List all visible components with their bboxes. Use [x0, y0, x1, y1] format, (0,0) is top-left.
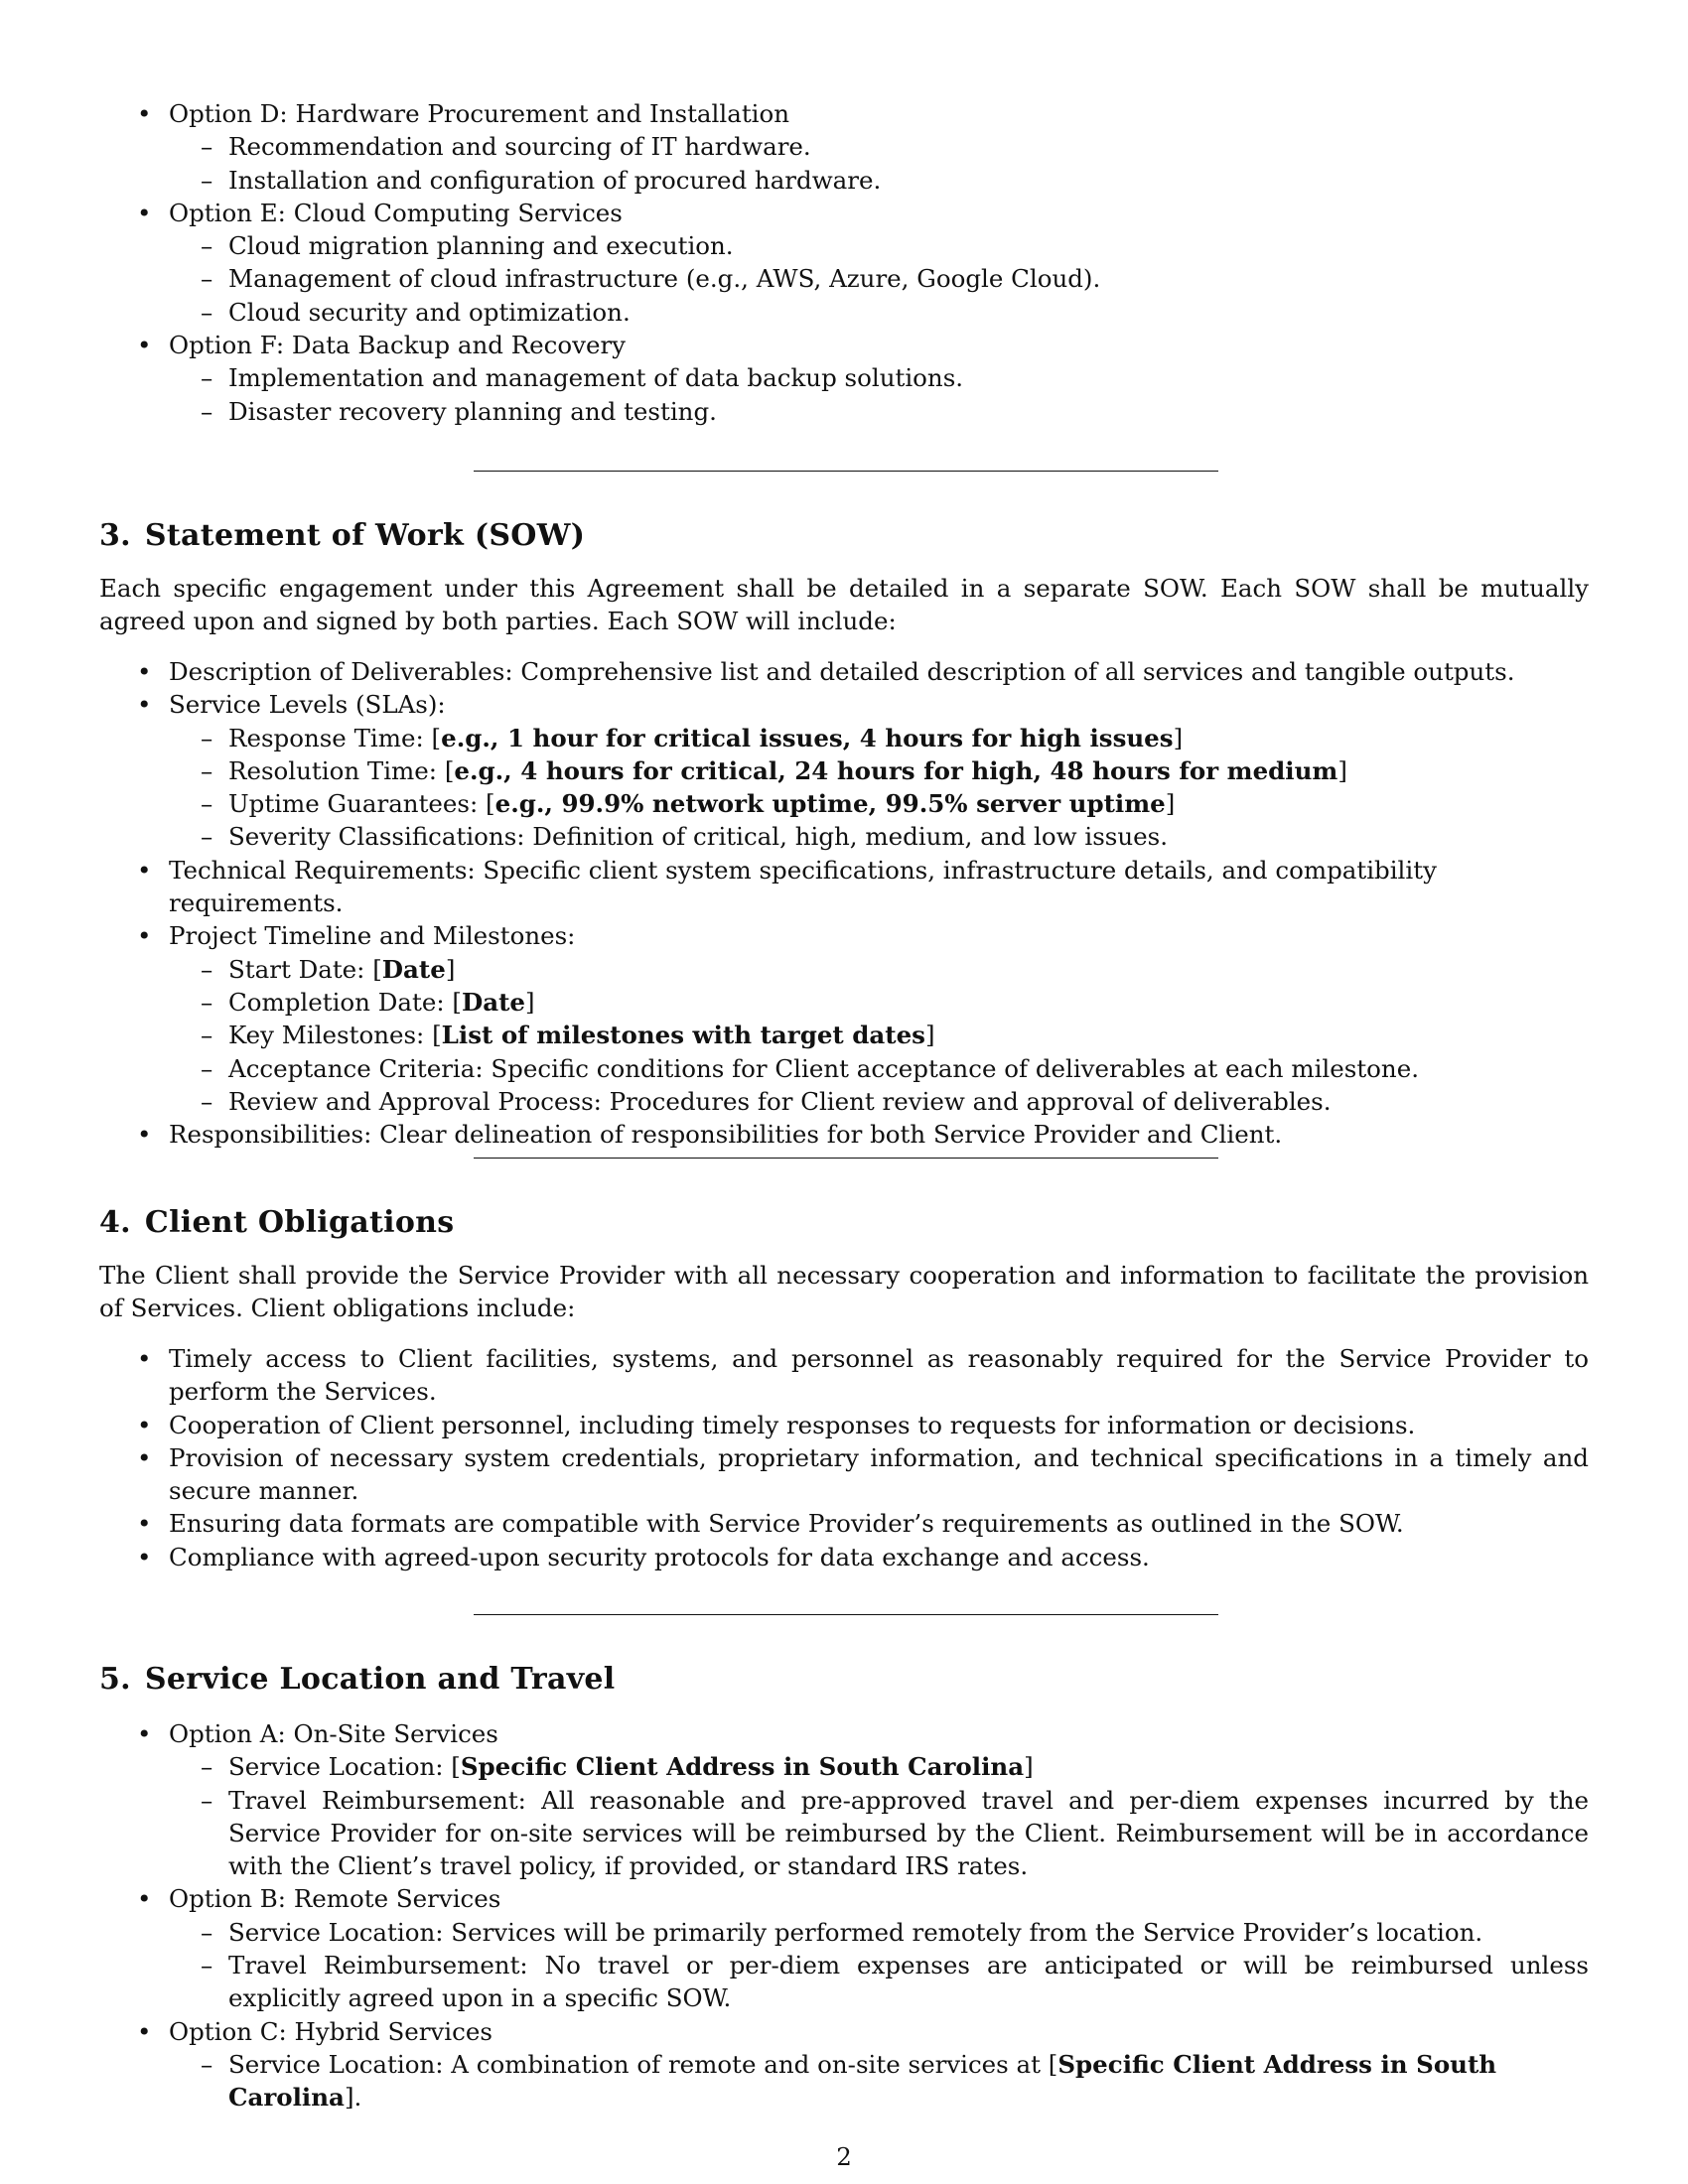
section-divider — [474, 471, 1218, 472]
service-options-list — [99, 97, 1589, 428]
list-item: • Responsibilities: Clear delineation of responsibilities for both Service Provider and Client. — [99, 1118, 1589, 1151]
list-item: • Project Timeline and Milestones: – Start Date: [Date] – Completion Date: [Date] – Key Milestones: [List of milestones with target dates] – Acceptance Criteria: Specific conditions for Client acceptance of deliverables at each milestone. – Review and Approval Process: Procedures for Client review and approval of deliverables. — [99, 919, 1589, 1118]
section-heading: 5. Service Location and Travel — [99, 1662, 616, 1697]
list-item: – Cloud security and optimization. — [169, 296, 1589, 329]
list-item: • Option F: Data Backup and Recovery – Implementation and management of data backup solutions. – Disaster recovery planning and testing. — [99, 329, 1589, 428]
list-item: • Option E: Cloud Computing Services – Cloud migration planning and execution. – Management of cloud infrastructure (e.g., AWS, Azure, Google Cloud). – Cloud security and optimization. — [99, 197, 1589, 329]
list-item: • Technical Requirements: Specific client system specifications, infrastructure details, and compatibility requirements. — [99, 854, 1589, 920]
sow-list — [99, 655, 1589, 1151]
list-item: • Cooperation of Client personnel, including timely responses to requests for information or decisions. — [99, 1409, 1589, 1441]
list-item: – Disaster recovery planning and testing. — [169, 395, 1589, 428]
list-item: – Acceptance Criteria: Specific conditions for Client acceptance of deliverables at each milestone. — [169, 1052, 1589, 1085]
service-location-list — [99, 1717, 1589, 2115]
list-item: – Service Location: A combination of remote and on-site services at [Specific Client Address in South Carolina]. — [169, 2048, 1589, 2115]
list-item: – Cloud migration planning and execution. — [169, 229, 1589, 262]
list-item: – Travel Reimbursement: All reasonable and pre-approved travel and per-diem expenses incurred by the Service Provider for on-site services will be reimbursed by the Client. Reimbursement will be in accordance with the Client’s travel policy, if provided, or standard IRS rates. — [169, 1784, 1589, 1883]
list-item: – Installation and configuration of procured hardware. — [169, 164, 1589, 197]
list-item: • Provision of necessary system credentials, proprietary information, and technical specifications in a timely and secure manner. — [99, 1441, 1589, 1508]
list-item: • Option D: Hardware Procurement and Installation – Recommendation and sourcing of IT hardware. – Installation and configuration of procured hardware. — [99, 97, 1589, 197]
list-item: – Implementation and management of data backup solutions. — [169, 361, 1589, 394]
section-heading: 3. Statement of Work (SOW) — [99, 518, 586, 553]
list-item: • Service Levels (SLAs): – Response Time: [e.g., 1 hour for critical issues, 4 hours for high issues] – Resolution Time: [e.g., 4 hours for critical, 24 hours for high, 48 hours for medium] – Uptime Guarantees: [e.g., 99.9% network uptime, 99.5% server uptime] – Severity Classifications: Definition of critical, high, medium, and low issues. — [99, 688, 1589, 853]
list-item: • Compliance with agreed-upon security protocols for data exchange and access. — [99, 1541, 1589, 1573]
list-item: – Travel Reimbursement: No travel or per-diem expenses are anticipated or will be reimbursed unless explicitly agreed upon in a specific SOW. — [169, 1949, 1589, 2015]
list-item: – Start Date: [Date] — [169, 953, 1589, 986]
list-item: • Timely access to Client facilities, systems, and personnel as reasonably required for the Service Provider to perform the Services. — [99, 1342, 1589, 1409]
document-page — [99, 0, 1589, 2184]
list-item: – Service Location: [Specific Client Address in South Carolina] — [169, 1750, 1589, 1783]
list-item: • Ensuring data formats are compatible with Service Provider’s requirements as outlined in the SOW. — [99, 1507, 1589, 1540]
list-item: – Recommendation and sourcing of IT hardware. — [169, 130, 1589, 163]
list-item: – Service Location: Services will be primarily performed remotely from the Service Provider’s location. — [169, 1916, 1589, 1949]
list-item: – Uptime Guarantees: [e.g., 99.9% network uptime, 99.5% server uptime] — [169, 787, 1589, 820]
section-heading: 4. Client Obligations — [99, 1205, 455, 1240]
list-item: – Review and Approval Process: Procedures for Client review and approval of deliverables. — [169, 1085, 1589, 1118]
list-item: – Resolution Time: [e.g., 4 hours for critical, 24 hours for high, 48 hours for medium] — [169, 754, 1589, 787]
page-number: 2 — [836, 2142, 852, 2171]
section-divider — [474, 1158, 1218, 1159]
list-item: – Completion Date: [Date] — [169, 986, 1589, 1019]
list-item: – Response Time: [e.g., 1 hour for critical issues, 4 hours for high issues] — [169, 722, 1589, 754]
list-item: • Option B: Remote Services – Service Location: Services will be primarily performed remotely from the Service Provider’s location. – Travel Reimbursement: No travel or per-diem expenses are anticipated or will be reimbursed unless explicitly agreed upon in a specific SOW. — [99, 1882, 1589, 2014]
section-divider — [474, 1614, 1218, 1615]
list-item: • Option C: Hybrid Services – Service Location: A combination of remote and on-site services at [Specific Client Address in South Carolina]. — [99, 2015, 1589, 2115]
list-item: – Management of cloud infrastructure (e.g., AWS, Azure, Google Cloud). — [169, 262, 1589, 295]
section-intro: The Client shall provide the Service Provider with all necessary cooperation and information to facilitate the provision of Services. Client obligations include: — [99, 1261, 1589, 1323]
list-item: • Description of Deliverables: Comprehensive list and detailed description of all services and tangible outputs. — [99, 655, 1589, 688]
list-item: – Severity Classifications: Definition of critical, high, medium, and low issues. — [169, 820, 1589, 853]
list-item: – Key Milestones: [List of milestones with target dates] — [169, 1019, 1589, 1051]
section-intro: Each specific engagement under this Agreement shall be detailed in a separate SOW. Each SOW shall be mutually agreed upon and signed by both parties. Each SOW will include: — [99, 574, 1589, 636]
client-obligations-list — [99, 1342, 1589, 1573]
list-item: • Option A: On-Site Services – Service Location: [Specific Client Address in South Carolina] – Travel Reimbursement: All reasonable and pre-approved travel and per-diem expenses incurred by the Service Provider for on-site services will be reimbursed by the Client. Reimbursement will be in accordance with the Client’s travel policy, if provided, or standard IRS rates. — [99, 1717, 1589, 1882]
